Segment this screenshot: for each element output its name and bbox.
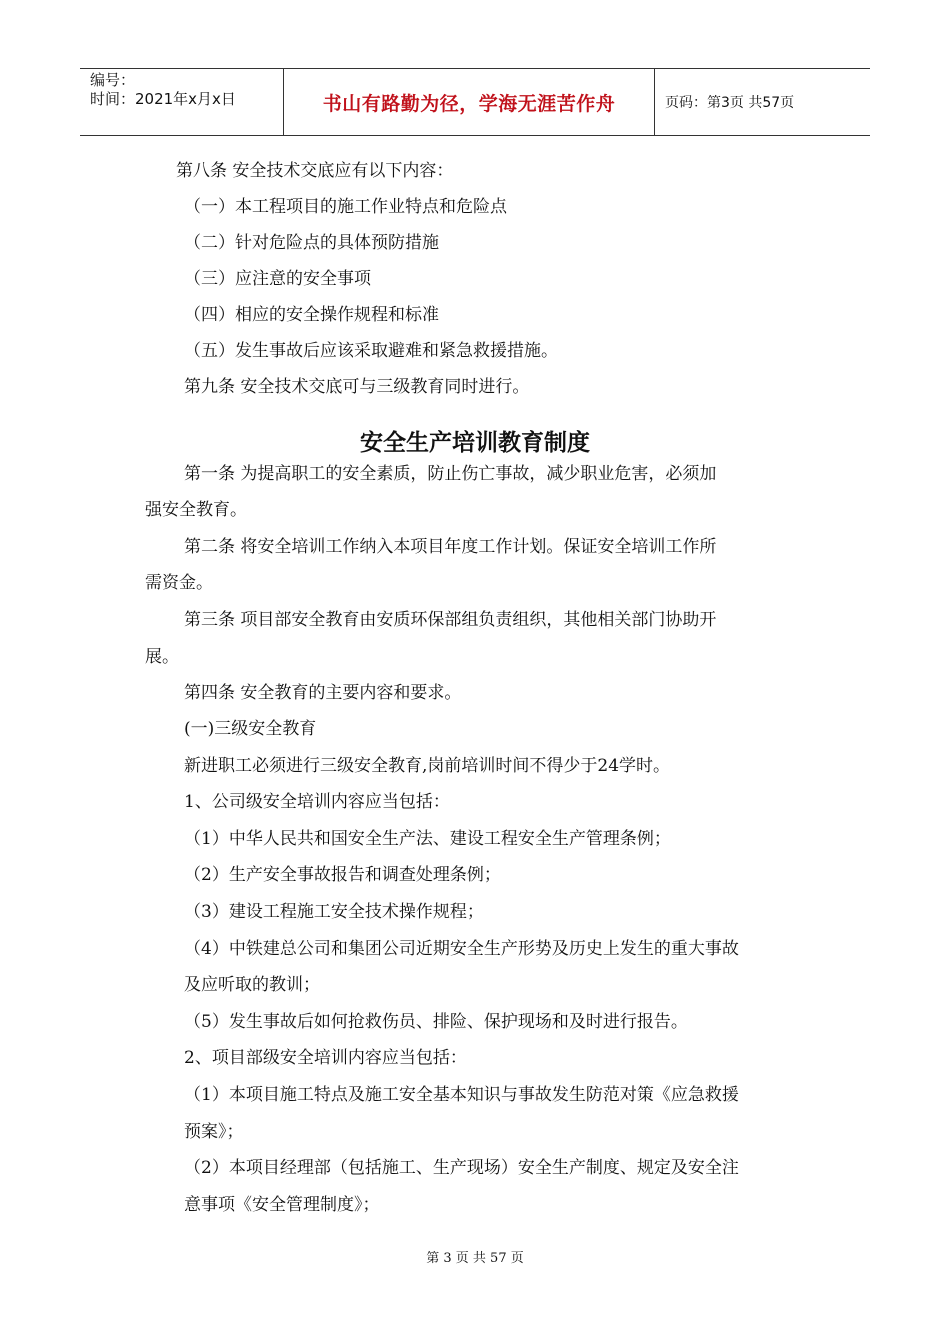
project-item-1-line-1: （1）本项目施工特点及施工安全基本知识与事故发生防范对策《应急救援: [184, 1085, 739, 1105]
clause-8-item-1: （一）本工程项目的施工作业特点和危险点: [184, 197, 507, 217]
header-motto: 书山有路勤为径，学海无涯苦作舟: [322, 92, 616, 115]
company-item-4-line-2: 及应听取的教训；: [184, 975, 320, 995]
article-2-line-1: 第二条 将安全培训工作纳入本项目年度工作计划。保证安全培训工作所: [184, 537, 717, 557]
clause-8-item-3: （三）应注意的安全事项: [184, 269, 371, 289]
subsection-three-level: (一)三级安全教育: [184, 719, 317, 739]
header-left-cell: [80, 69, 283, 135]
page-footer: 第 3 页 共 57 页: [426, 1251, 524, 1266]
article-1-line-2: 强安全教育。: [145, 500, 247, 520]
project-item-1-line-2: 预案》；: [184, 1122, 244, 1142]
date-label: 时间：2021年x月x日: [90, 90, 236, 108]
clause-8-item-4: （四）相应的安全操作规程和标准: [184, 305, 439, 325]
clause-9: 第九条 安全技术交底可与三级教育同时进行。: [184, 377, 530, 397]
project-item-2-line-2: 意事项《安全管理制度》；: [184, 1195, 380, 1215]
article-3-line-1: 第三条 项目部安全教育由安质环保部组负责组织，其他相关部门协助开: [184, 610, 717, 630]
article-1-line-1: 第一条 为提高职工的安全素质，防止伤亡事故，减少职业危害，必须加: [184, 464, 717, 484]
company-item-1: （1）中华人民共和国安全生产法、建设工程安全生产管理条例；: [184, 829, 671, 849]
article-4: 第四条 安全教育的主要内容和要求。: [184, 683, 462, 703]
header-page-cell: [655, 69, 870, 135]
company-level-heading: 1、公司级安全培训内容应当包括：: [184, 792, 450, 812]
page-header: [80, 68, 870, 136]
header-motto-cell: [283, 69, 655, 135]
clause-8: 第八条 安全技术交底应有以下内容：: [176, 161, 454, 181]
company-item-2: （2）生产安全事故报告和调查处理条例；: [184, 865, 501, 885]
company-item-3: （3）建设工程施工安全技术操作规程；: [184, 902, 484, 922]
clause-8-item-5: （五）发生事故后应该采取避难和紧急救援措施。: [184, 341, 558, 361]
clause-8-item-2: （二）针对危险点的具体预防措施: [184, 233, 439, 253]
company-item-5: （5）发生事故后如何抢救伤员、排险、保护现场和及时进行报告。: [184, 1012, 688, 1032]
header-page-info: 页码：第3页 共57页: [665, 95, 795, 111]
project-item-2-line-1: （2）本项目经理部（包括施工、生产现场）安全生产制度、规定及安全注: [184, 1158, 739, 1178]
company-item-4-line-1: （4）中铁建总公司和集团公司近期安全生产形势及历史上发生的重大事故: [184, 939, 739, 959]
project-level-heading: 2、项目部级安全培训内容应当包括：: [184, 1048, 467, 1068]
article-2-line-2: 需资金。: [145, 573, 213, 593]
section-title: 安全生产培训教育制度: [360, 430, 590, 456]
code-label: 编号：: [90, 71, 136, 89]
article-3-line-2: 展。: [145, 647, 179, 667]
new-employee-rule: 新进职工必须进行三级安全教育,岗前培训时间不得少于24学时。: [184, 756, 671, 776]
